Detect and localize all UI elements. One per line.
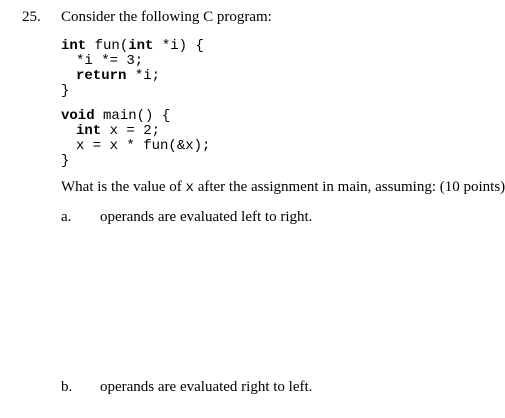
- prompt-variable: x: [185, 180, 194, 196]
- prompt-text-before: What is the value of: [61, 179, 186, 195]
- code-text: main() {: [94, 108, 171, 124]
- code-text: *i;: [126, 68, 161, 84]
- option-a-text: operands are evaluated left to right.: [100, 209, 313, 225]
- question-number: 25.: [22, 9, 41, 25]
- code-line-fun-body: *i *= 3;: [76, 53, 144, 69]
- code-keyword: int: [61, 38, 87, 54]
- question-prompt: [61, 179, 505, 196]
- option-a-label: a.: [61, 209, 72, 225]
- prompt-text-after: after the assignment in main, assuming: (10 points): [193, 179, 505, 195]
- code-line-main-close: }: [61, 153, 70, 169]
- option-b-text: operands are evaluated right to left.: [100, 379, 313, 395]
- code-keyword: return: [76, 68, 127, 84]
- code-line-fun-signature: [61, 38, 204, 54]
- code-keyword: int: [128, 38, 154, 54]
- code-line-fun-return: [76, 68, 160, 84]
- code-line-main-signature: [61, 108, 170, 124]
- code-text: x = 2;: [101, 123, 161, 139]
- code-text: *i) {: [153, 38, 204, 54]
- code-text: fun(: [86, 38, 129, 54]
- code-line-main-decl: [76, 123, 160, 139]
- code-keyword: void: [61, 108, 95, 124]
- option-b-label: b.: [61, 379, 73, 395]
- question-intro: Consider the following C program:: [61, 9, 272, 25]
- code-line-main-assign: x = x * fun(&x);: [76, 138, 211, 154]
- code-line-fun-close: }: [61, 83, 70, 99]
- code-keyword: int: [76, 123, 102, 139]
